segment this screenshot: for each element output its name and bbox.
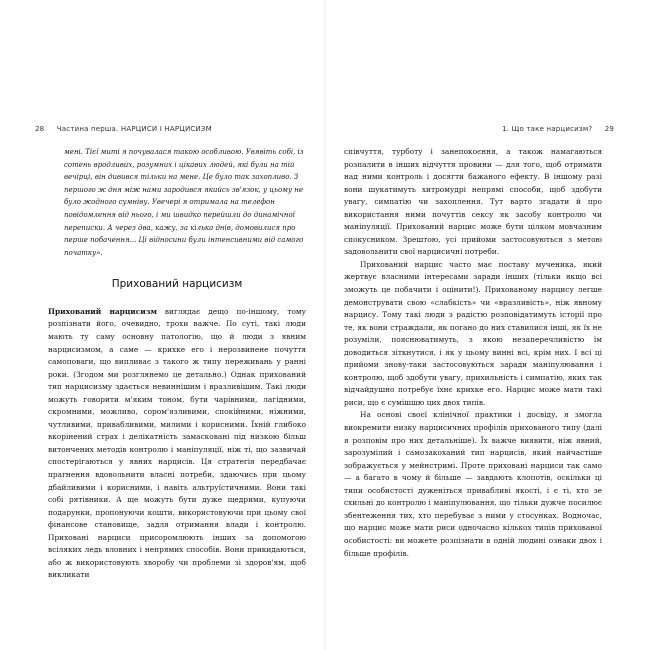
left-running-title: Частина перша. НАРЦИСИ І НАРЦИСИЗМ	[56, 125, 212, 133]
paragraph-2: Прихований нарцис часто має поставу мученика, який жертвує власними інтересами заради інших (тільки якщо всі зможуть це побачити і оцінити!). Прихованому нарцису легше демонструвати свою «слабкість» чи «вразливість», ніж явному нарцису. Тому такі люди з радістю розповідатимуть історії про те, як вони страждали, як погано до них ставилися інші, як їх не розуміли, пояснюватимуть, з якою незаперечливістю їм доводиться зіткнутися, і як у цьому винні всі, крім них. І всі ці прийоми знову-таки застосовуються заради маніпулювання і контролю, щоб здобути увагу, прихильність і симпатію, яких так відчайдушно потребує їхнє крихке его. Нарцис може мати такі риси, що є сумішшю цих двох типів.	[344, 259, 602, 407]
paragraph-text: виглядає дещо по-іншому, тому розпізнати його, очевидно, трохи важче. По суті, такі люди мають ту саму основну патологію, що й люди з явним нарцисизмом, а саме — крихке его і нерозвинене почуття самоповаги, що випливає з такого ж типу переживань у ранні роки. (Згодом ми розглянемо це детально.) Однак прихований тип нарцисизму здається невиннішим і вразливішим. Такі люди можуть говорити м'яким тоном, бути чарівними, лагідними, скромними, можливо, сором'язливими, спокійними, ніжними, чутливими, привабливими, милими і корисними. Їхній глибоко вкорінений страх і делікатність замасковані під низкою більш витончених методів контролю і маніпуляції, ніж ті, що зазвичай спостерігаються у явних нарцисів. Ця стратегія передбачає прагнення вдовольнити власні потреби, здаючись при цьому дбайливими і корисними, і навіть альтруїстичними. Вони такі собі рятівники. А ще можуть бути дуже щедрими, купуючи подарунки, пропонуючи кошти, використовуючи при цьому свої фінансове становище, задля отримання влади і контролю. Приховані нарциси присоромлюють інших за допомогою всіляких ледь вловних і непрямих способів. Вони прикидаються, або ж використовують хворобу чи проблеми зі здоров'ям, щоб викликати	[48, 306, 306, 580]
quote-text: мені. Тієї миті я почувалася такою особливою. Увявіть собі, із сотень вродливих, розумних і цікавих людей, які були на тій вечірці, він дивився тільки на мене. Це було так захопливо. З першого ж дня між нами зародився якийсь зв'язок, у цьому не було жодного сумніву. Увечері я отримала на телефон повідомлення від нього, і ми швидко перейшли до динамічної переписки. А через два, кажу, за кілька днів, домовилися про перше побачення... Ці відносини були інтенсивними від самого початку».	[64, 148, 304, 257]
paragraph-3: На основі своєї клінічної практики і досвіду, я змогла виокремити низку нарцисичних профілів прихованого типу (далі я розповім про них детальніше). Їх важче виявити, ніж явний, зарозумілий і самозакоханий тип нарцисів, який найчастіше зображується у мейнстримі. Проте приховані нарциси так само — а багато в чому й більше — завдають клопотів, оскільки ці типи особистості дуженіться привабливі якості, і є ті, хто зе схильні до контролю і маніпулювання, що тільки дужче посилює збентеження тих, хто перебуває з ними у стосунках. Водночас, що нарцис може мати риси одночасно кількох типів прихованої особистості: ви можете розпізнати в одній людині ознаки двох і більше профілів.	[344, 410, 602, 558]
paragraph-1: співчуття, турботу і занепокоєння, а також намагаються розпалити в інших відчуття провини — для того, щоб отримати над ними контроль і досягти бажаного ефекту. В іншому разі вони шукатимуть хитромудрі непрямі способи, щоб здобути увагу, симпатію чи захоплення. Тут варто згадати й про використання ними почуттів сексу як засобу контролю чи маніпуляції. Прихований нарцис може бути цілком мовчазним спокусником. Зрештою, усі прийоми застосовуються з метою задовольнити свої нарцисичні потреби.	[344, 147, 602, 257]
book-gutter	[324, 0, 326, 650]
lead-term: Прихований нарцисизм	[48, 306, 157, 316]
right-page	[344, 146, 602, 560]
left-running-head	[35, 125, 212, 133]
quote-block	[48, 146, 306, 259]
left-page	[48, 146, 306, 582]
body-paragraph	[48, 306, 306, 582]
right-page-number: 29	[604, 125, 614, 133]
section-heading: Прихований нарцисизм	[111, 278, 243, 291]
right-running-head	[502, 125, 614, 133]
left-page-number: 28	[35, 125, 45, 133]
right-running-title: 1. Що таке нарцисизм?	[502, 125, 593, 133]
